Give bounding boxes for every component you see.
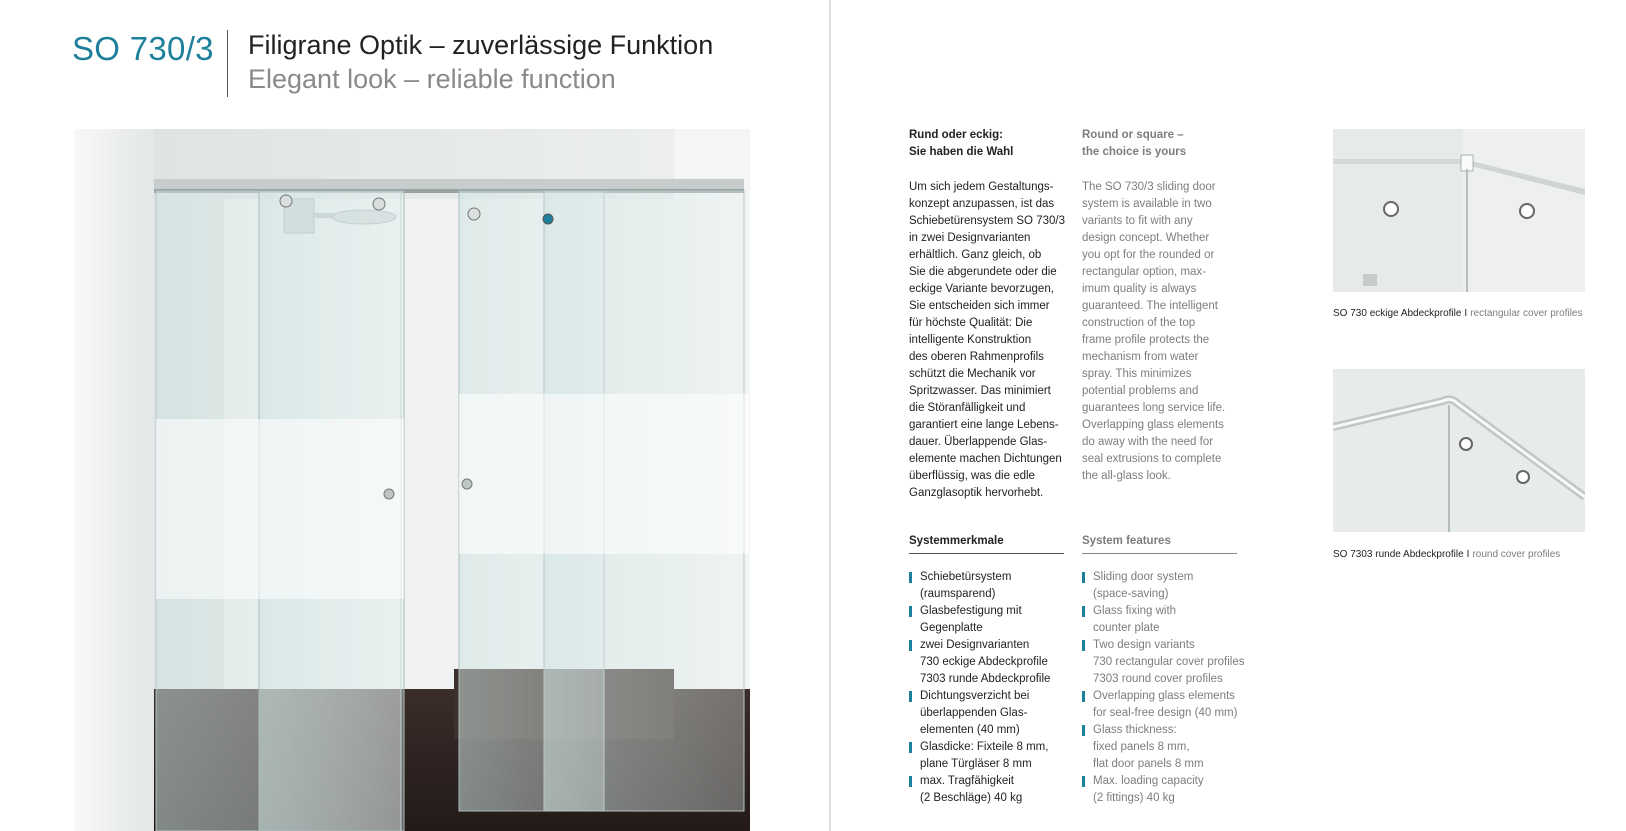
rectangular-profile-photo xyxy=(1333,129,1585,292)
list-item-line: max. Tragfähigkeit xyxy=(920,775,1014,787)
list-item xyxy=(1082,637,1247,688)
body-line: die Störanfälligkeit und xyxy=(909,402,1026,414)
list-item-line: (2 Beschläge) 40 kg xyxy=(920,792,1023,804)
body-line: Um sich jedem Gestaltungs- xyxy=(909,181,1054,193)
bullet-marker xyxy=(909,776,912,787)
body-line: überflüssig, was die edle xyxy=(909,470,1035,482)
bullet-marker xyxy=(909,572,912,583)
list-item-line: Schiebetürsystem xyxy=(920,571,1012,583)
list-item xyxy=(1082,603,1247,637)
bullet-marker xyxy=(909,606,912,617)
intro-heading-german xyxy=(909,127,1069,161)
list-item-line: (2 fittings) 40 kg xyxy=(1093,792,1175,804)
body-line: spray. This minimizes xyxy=(1082,368,1192,380)
body-line: des oberen Rahmenprofils xyxy=(909,351,1044,363)
body-line: Schiebetürensystem SO 730/3 xyxy=(909,215,1065,227)
body-line: Sie die abgerundete oder die xyxy=(909,266,1057,278)
caption-separator: I xyxy=(1466,549,1470,560)
list-item-line: (raumsparend) xyxy=(920,588,996,600)
bullet-marker xyxy=(1082,640,1085,651)
body-line: Sie entscheiden sich immer xyxy=(909,300,1050,312)
body-line: Spritzwasser. Das minimiert xyxy=(909,385,1051,397)
caption-german: SO 730 eckige Abdeckprofile xyxy=(1333,308,1462,319)
list-item xyxy=(1082,569,1247,603)
list-item-line: überlappenden Glas- xyxy=(920,707,1028,719)
body-line: erhältlich. Ganz gleich, ob xyxy=(909,249,1042,261)
title-divider xyxy=(227,30,228,97)
body-line: Overlapping glass elements xyxy=(1082,419,1224,431)
body-line: Ganzglasoptik hervorhebt. xyxy=(909,487,1044,499)
list-item-line: Gegenplatte xyxy=(920,622,983,634)
bullet-marker xyxy=(1082,725,1085,736)
list-item-line: Dichtungsverzicht bei xyxy=(920,690,1030,702)
list-item xyxy=(909,739,1074,773)
list-item-line: Glasbefestigung mit xyxy=(920,605,1022,617)
body-line: imum quality is always xyxy=(1082,283,1197,295)
features-heading-german: Systemmerkmale xyxy=(909,535,1064,554)
body-line: schützt die Mechanik vor xyxy=(909,368,1036,380)
body-line: construction of the top xyxy=(1082,317,1196,329)
list-item xyxy=(909,603,1074,637)
bullet-marker xyxy=(909,691,912,702)
body-line: guarantees long service life. xyxy=(1082,402,1226,414)
body-line: konzept anzupassen, ist das xyxy=(909,198,1055,210)
body-line: elemente machen Dichtungen xyxy=(909,453,1062,465)
heading-line: the choice is yours xyxy=(1082,146,1187,158)
bullet-marker xyxy=(1082,691,1085,702)
body-line: system is available in two xyxy=(1082,198,1212,210)
list-item-line: counter plate xyxy=(1093,622,1160,634)
bullet-marker xyxy=(909,742,912,753)
rectangular-profile-illustration xyxy=(1333,129,1585,292)
intro-heading-english xyxy=(1082,127,1247,161)
body-line: potential problems and xyxy=(1082,385,1199,397)
body-line: dauer. Überlappende Glas- xyxy=(909,436,1048,448)
list-item xyxy=(1082,688,1247,722)
body-line: eckige Variante bevorzugen, xyxy=(909,283,1054,295)
body-line: design concept. Whether xyxy=(1082,232,1210,244)
heading-line: Rund oder eckig: xyxy=(909,129,1003,141)
round-profile-illustration xyxy=(1333,369,1585,532)
list-item-line: Glass fixing with xyxy=(1093,605,1177,617)
body-line: für höchste Qualität: Die xyxy=(909,317,1033,329)
list-item xyxy=(1082,773,1247,807)
list-item-line: flat door panels 8 mm xyxy=(1093,758,1204,770)
list-item xyxy=(909,773,1074,807)
title-german: Filigrane Optik – zuverlässige Funktion xyxy=(248,30,714,60)
list-item-line: fixed panels 8 mm, xyxy=(1093,741,1190,753)
title-english: Elegant look – reliable function xyxy=(248,64,616,94)
body-line: do away with the need for xyxy=(1082,436,1214,448)
body-line: seal extrusions to complete xyxy=(1082,453,1222,465)
list-item-line: zwei Designvarianten xyxy=(920,639,1030,651)
body-line: intelligente Konstruktion xyxy=(909,334,1032,346)
intro-body-english xyxy=(1082,179,1247,485)
right-page xyxy=(831,0,1626,831)
list-item-line: Glasdicke: Fixteile 8 mm, xyxy=(920,741,1049,753)
body-line: garantiert eine lange Lebens- xyxy=(909,419,1059,431)
body-line: in zwei Designvarianten xyxy=(909,232,1031,244)
list-item-line: Glass thickness: xyxy=(1093,724,1177,736)
round-profile-caption xyxy=(1333,549,1623,560)
heading-line: Round or square – xyxy=(1082,129,1184,141)
list-item xyxy=(909,569,1074,603)
bullet-marker xyxy=(909,640,912,651)
body-line: the all-glass look. xyxy=(1082,470,1171,482)
round-profile-photo xyxy=(1333,369,1585,532)
list-item xyxy=(909,688,1074,739)
bullet-marker xyxy=(1082,606,1085,617)
list-item-line: (space-saving) xyxy=(1093,588,1169,600)
list-item-line: 7303 round cover profiles xyxy=(1093,673,1223,685)
features-list-german xyxy=(909,569,1074,807)
body-line: you opt for the rounded or xyxy=(1082,249,1215,261)
shower-door-photo xyxy=(74,129,750,831)
list-item-line: Overlapping glass elements xyxy=(1093,690,1235,702)
caption-german: SO 7303 runde Abdeckprofile xyxy=(1333,549,1464,560)
caption-english: round cover profiles xyxy=(1472,549,1561,560)
list-item xyxy=(909,637,1074,688)
list-item-line: Max. loading capacity xyxy=(1093,775,1204,787)
shower-door-illustration xyxy=(74,129,750,831)
rectangular-profile-caption xyxy=(1333,308,1623,319)
list-item-line: Sliding door system xyxy=(1093,571,1194,583)
caption-separator: I xyxy=(1464,308,1468,319)
bullet-marker xyxy=(1082,572,1085,583)
features-heading-english: System features xyxy=(1082,535,1237,554)
list-item-line: plane Türgläser 8 mm xyxy=(920,758,1032,770)
caption-english: rectangular cover profiles xyxy=(1470,308,1583,319)
bullet-marker xyxy=(1082,776,1085,787)
body-line: frame profile protects the xyxy=(1082,334,1210,346)
body-line: rectangular option, max- xyxy=(1082,266,1207,278)
list-item-line: 730 eckige Abdeckprofile xyxy=(920,656,1048,668)
list-item-line: 730 rectangular cover profiles xyxy=(1093,656,1245,668)
body-line: guaranteed. The intelligent xyxy=(1082,300,1218,312)
heading-line: Sie haben die Wahl xyxy=(909,146,1014,158)
list-item-line: 7303 runde Abdeckprofile xyxy=(920,673,1051,685)
body-line: mechanism from water xyxy=(1082,351,1199,363)
model-code: SO 730/3 xyxy=(72,30,214,67)
body-line: variants to fit with any xyxy=(1082,215,1193,227)
list-item-line: Two design variants xyxy=(1093,639,1195,651)
features-list-english xyxy=(1082,569,1247,807)
list-item-line: for seal-free design (40 mm) xyxy=(1093,707,1238,719)
body-line: The SO 730/3 sliding door xyxy=(1082,181,1216,193)
list-item-line: elementen (40 mm) xyxy=(920,724,1020,736)
list-item xyxy=(1082,722,1247,773)
intro-body-german xyxy=(909,179,1069,502)
